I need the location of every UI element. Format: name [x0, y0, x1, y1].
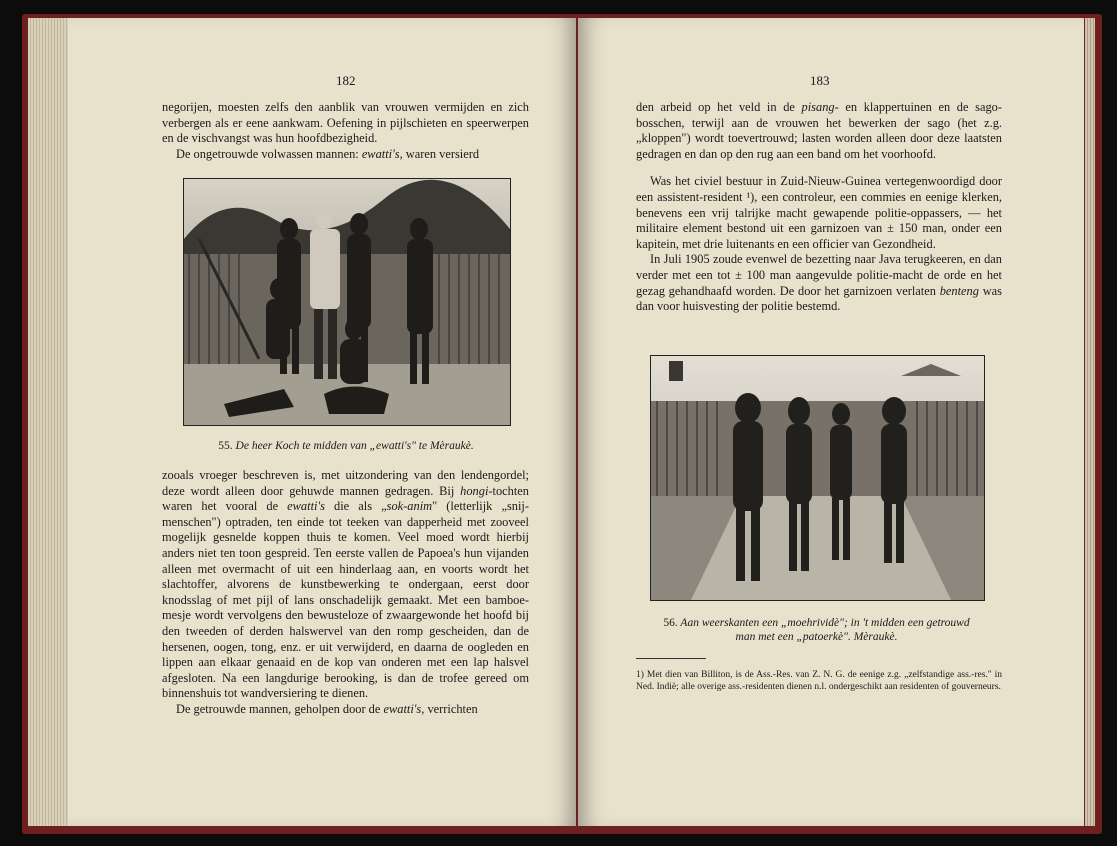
- photo-55-image: [184, 179, 510, 425]
- photo-56-image: [651, 356, 984, 600]
- page-number-left: 182: [336, 73, 356, 88]
- caption-55-text: De heer Koch te midden van „ewatti's" te Mèraukè.: [235, 440, 474, 452]
- left-page: [68, 18, 576, 826]
- caption-56-text-1: Aan weerskanten een „moehrividè"; in 't midden een getrouwd: [680, 617, 970, 629]
- footnote-rule: [636, 658, 706, 659]
- caption-55-number: 55.: [218, 440, 233, 452]
- left-para-1: negorijen, moesten zelfs den aanblik van vrouwen vermijden en zich verbergen als er eene aankwam. Oefening in pijlschieten en speerwerpen en de vischvangst was hun hoofdbezigheid.: [162, 100, 529, 146]
- page-edges-left: [28, 18, 70, 826]
- left-para-2: De ongetrouwde volwassen mannen: ewatti's, waren versierd: [176, 146, 480, 161]
- right-page: [578, 18, 1084, 826]
- right-top-text: [636, 100, 1002, 315]
- caption-56: [650, 616, 983, 644]
- photo-55: [183, 178, 511, 426]
- footnote: 1) Met dien van Billiton, is de Ass.-Res. van Z. N. G. de eenige z.g. „zelfstandige ass.-res." in Ned. Indië; alle overige ass.-residenten dienen n.l. ondergeschikt aan residenten of gouverneurs.: [636, 670, 1002, 692]
- left-body-text: [162, 468, 529, 718]
- page-edges-right: [1085, 18, 1095, 826]
- left-last-para: De getrouwde mannen, geholpen door de ewatti's, verrichten: [176, 701, 478, 716]
- page-number-right: 183: [810, 73, 830, 88]
- right-para-1: den arbeid op het veld in de pisang- en klappertuinen en de sago-bosschen, terwijl aan de vrouwen het bewerken der sago (het z.g. „kloppen") wordt toevertrouwd; lasten worden alleen door deze laatsten gedragen en dan op den rug aan een band om het voorhoofd.: [636, 100, 1002, 161]
- caption-56-line1: [650, 616, 983, 630]
- left-top-text: [162, 100, 529, 162]
- photo-56: [650, 355, 985, 601]
- left-body-para: zooals vroeger beschreven is, met uitzondering van den lendengordel; deze wordt alleen door gehuwde mannen gedragen. Bij hongi-tochten waren het vooral de ewatti's die als „sok-anim" (letterlijk „snij-menschen") optraden, ten einde tot teeken van dapperheid met zooveel mogelijk gesnelde koppen thuis te komen. Veel moed wordt hierbij anders niet ten toon gespreid. Ten eerste vallen de Papoea's hun vijanden alleen met overmacht of uit een hinderlaag aan, en voorts wordt het slachtoffer, alvorens de kunstbewerking te ondergaan, eerst door knodsslag of met pijl of lans onschadelijk gemaakt. Met een bamboe-mesje wordt vervolgens den bewusteloze of zwaargewonde het hoofd bij den tweeden of derden halswervel van den romp gescheiden, dan de hersenen, oogen, tong, enz. er uit verwijderd, en daarna de oogleden en lippen aan elkaar genaaid en de kop van onderen met een lap halsvel afgesloten. Na een langdurige berooking, is dan de trofee gereed om binnenshuis tot wandversiering te dienen.: [162, 468, 529, 701]
- right-para-3: In Juli 1905 zoude evenwel de bezetting naar Java terugkeeren, en dan verder met een tot ± 100 man aangevulde politie-macht de orde en het gezag gehandhaafd worden. De door het garnizoen verlaten benteng was dan voor huisvesting der politie bestemd.: [636, 252, 1002, 314]
- caption-56-line2: man met een „patoerkè". Mèraukè.: [735, 631, 898, 643]
- right-para-2: Was het civiel bestuur in Zuid-Nieuw-Guinea vertegenwoordigd door een assistent-resident ¹), een controleur, een commies en eenige klerken, benevens een vrij talrijke macht gewapende politie-oppassers, — het militaire element bestond uit een garnizoen van ± 150 man, onder een kapitein, met drie luitenants en een officier van Gezondheid.: [636, 174, 1002, 251]
- caption-56-number: 56.: [663, 617, 678, 629]
- caption-55: [183, 439, 509, 453]
